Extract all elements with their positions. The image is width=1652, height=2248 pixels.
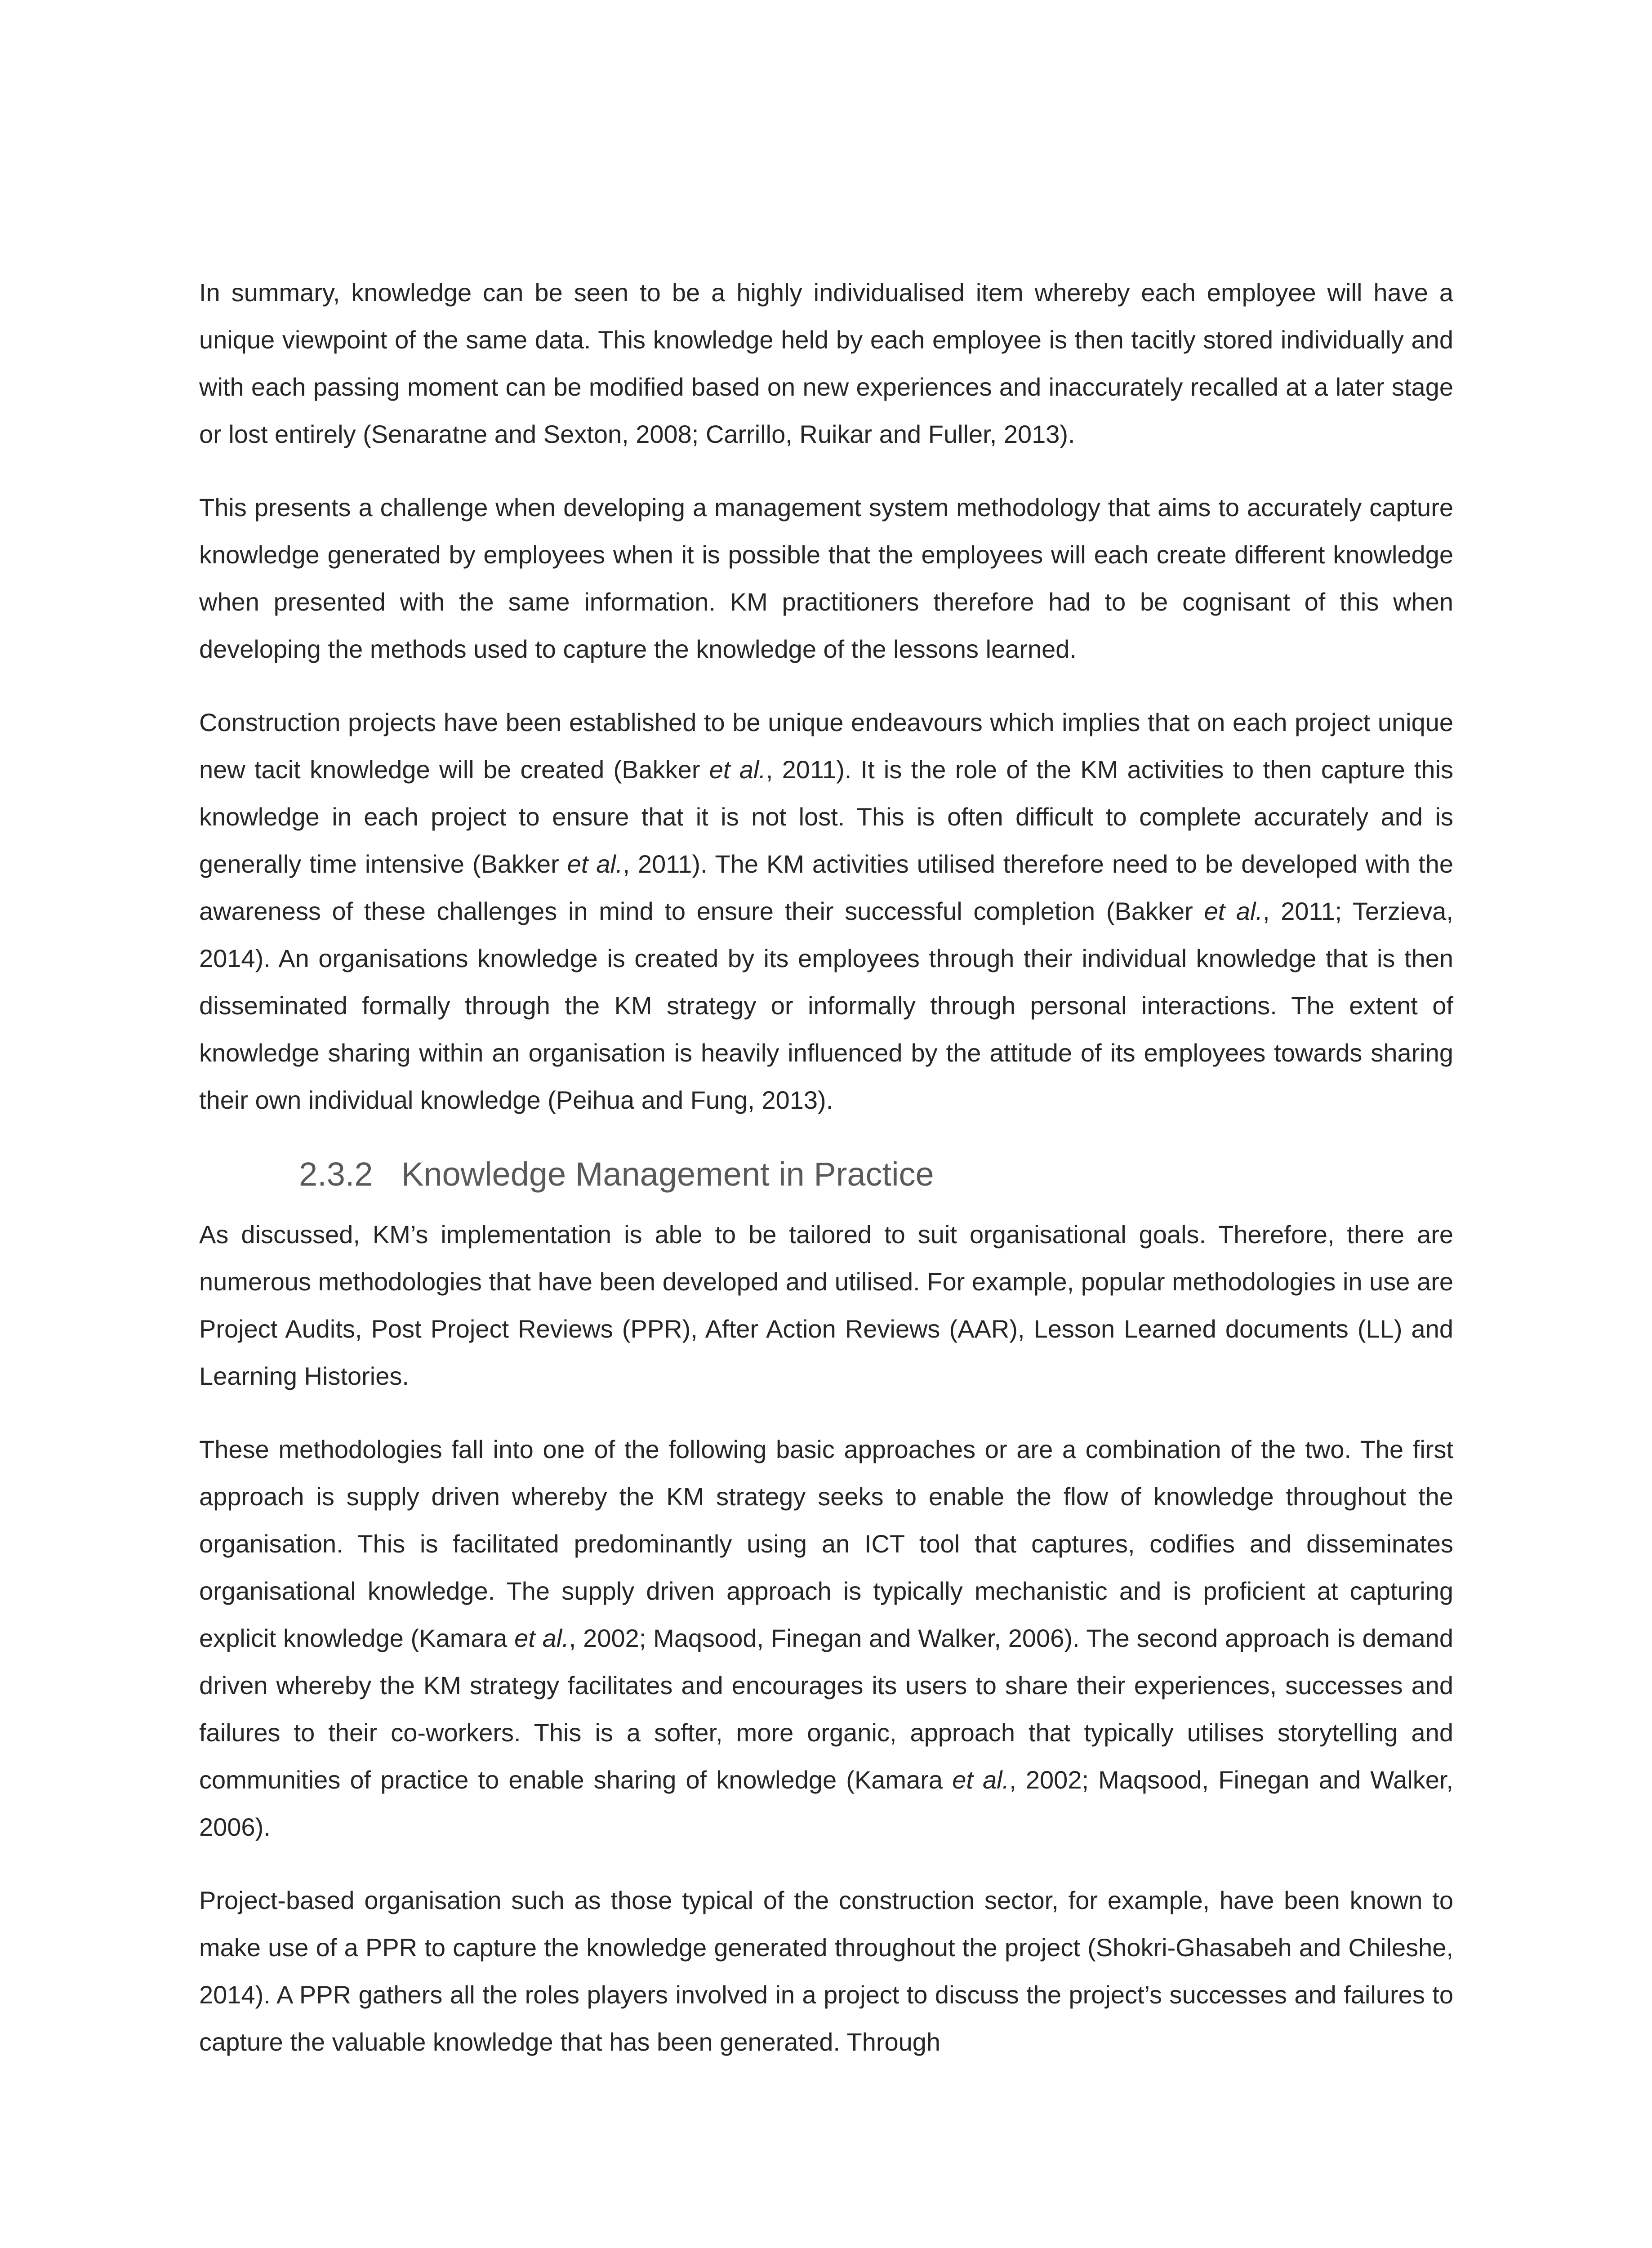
body-paragraph — [199, 269, 1453, 458]
body-paragraph — [199, 484, 1453, 673]
body-paragraph — [199, 1877, 1453, 2065]
paragraph-text: In summary, knowledge can be seen to be a highly individualised item whereby each employee will have a unique viewpoint of the same data. This knowledge held by each employee is then tacitly stored individually and with each passing moment can be modified based on new experiences and inaccurately recalled at a later stage or lost entirely (Senaratne and Sexton, 2008; Carrillo, Ruikar and Fuller, 2013). — [199, 278, 1453, 448]
italic-text: et al. — [1204, 897, 1263, 925]
paragraphs-after-section — [199, 1211, 1453, 2065]
section-number: 2.3.2 — [299, 1155, 373, 1193]
paragraph-text: , 2002; Maqsood, Finegan and Walker, 2006). — [199, 1766, 1453, 1841]
italic-text: et al. — [709, 755, 766, 784]
body-paragraph — [199, 1426, 1453, 1851]
italic-text: et al. — [514, 1624, 569, 1652]
body-paragraph — [199, 699, 1453, 1124]
italic-text: et al. — [567, 850, 623, 878]
paragraph-text: , 2011). The KM activities utilised therefore need to be developed with the awareness of these challenges in mind to ensure their successful completion (Bakker — [199, 850, 1453, 925]
paragraph-text: , 2011). It is the role of the KM activities to then capture this knowledge in each project to ensure that it is not lost. This is often difficult to complete accurately and is generally time intensive (Bakker — [199, 755, 1454, 878]
paragraph-text: As discussed, KM’s implementation is able to be tailored to suit organisational goals. Therefore, there are numerous methodologies that have been developed and utilised. For example, popular methodologies in use are Project Audits, Post Project Reviews (PPR), After Action Reviews (AAR), Lesson Learned documents (LL) and Learning Histories. — [199, 1220, 1453, 1390]
paragraph-text: , 2002; Maqsood, Finegan and Walker, 2006). The second approach is demand driven whereby the KM strategy facilitates and encourages its users to share their experiences, successes and failures to their co-workers. This is a softer, more organic, approach that typically utilises storytelling and communities of practice to enable sharing of knowledge (Kamara — [199, 1624, 1454, 1794]
paragraph-text: These methodologies fall into one of the following basic approaches or are a combination of the two. The first approach is supply driven whereby the KM strategy seeks to enable the flow of knowledge throughout the organisation. This is facilitated predominantly using an ICT tool that captures, codifies and disseminates organisational knowledge. The supply driven approach is typically mechanistic and is proficient at capturing explicit knowledge (Kamara — [199, 1435, 1453, 1652]
paragraph-text: Project-based organisation such as those typical of the construction sector, for example, have been known to make use of a PPR to capture the knowledge generated throughout the project (Shokri-Ghasabeh and Chileshe, 2014). A PPR gathers all the roles players involved in a project to discuss the project’s successes and failures to capture the valuable knowledge that has been generated. Through — [199, 1886, 1453, 2056]
paragraph-text: , 2011; Terzieva, 2014). An organisations knowledge is created by its employees through their individual knowledge that is then disseminated formally through the KM strategy or informally through personal interactions. The extent of knowledge sharing within an organisation is heavily influenced by the attitude of its employees towards sharing their own individual knowledge (Peihua and Fung, 2013). — [199, 897, 1453, 1114]
paragraph-text: This presents a challenge when developing a management system methodology that aims to accurately capture knowledge generated by employees when it is possible that the employees will each create different knowledge when presented with the same information. KM practitioners therefore had to be cognisant of this when developing the methods used to capture the knowledge of the lessons learned. — [199, 493, 1453, 663]
italic-text: et al. — [952, 1766, 1010, 1794]
document-body — [199, 269, 1453, 2092]
paragraphs-before-section — [199, 269, 1453, 1124]
section-heading — [199, 1150, 1453, 1199]
section-title: Knowledge Management in Practice — [401, 1155, 934, 1193]
body-paragraph — [199, 1211, 1453, 1400]
paragraph-text: Construction projects have been established to be unique endeavours which implies that on each project unique new tacit knowledge will be created (Bakker — [199, 708, 1453, 784]
